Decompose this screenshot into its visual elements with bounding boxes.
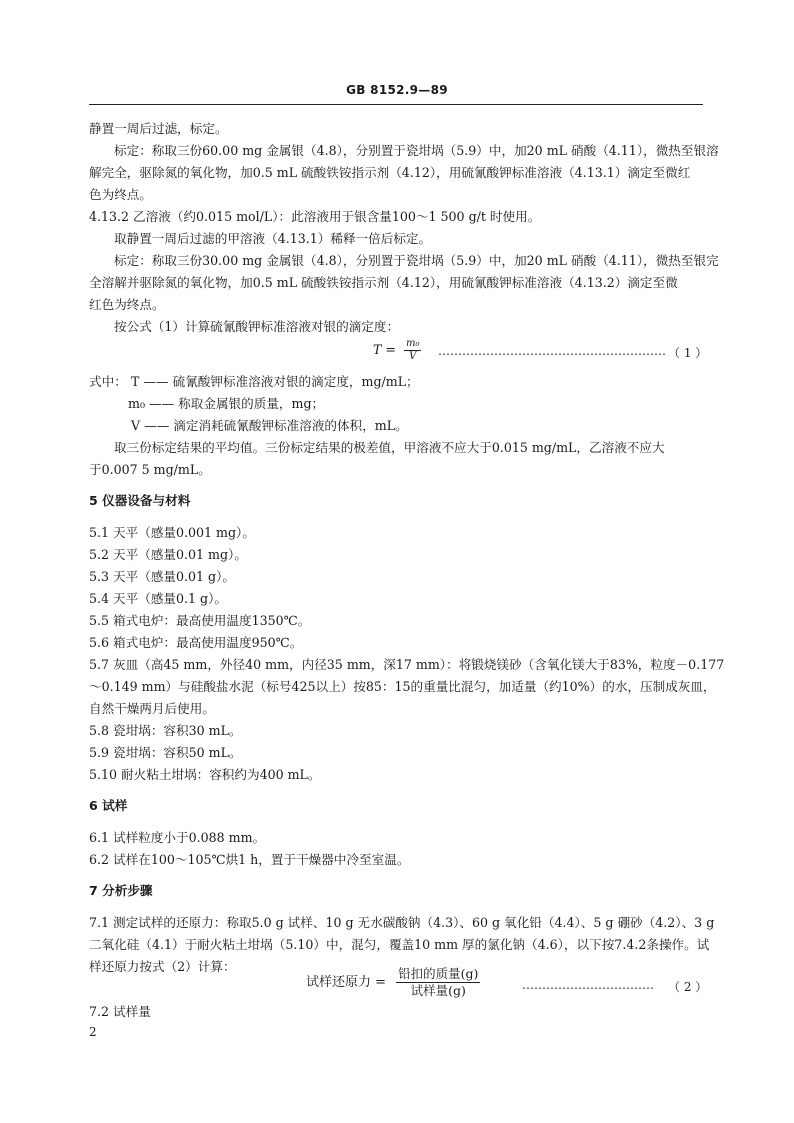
section-7-title: 7 分析步骤 [89, 883, 153, 898]
formula-2-denominator: 试样量(g) [410, 983, 466, 998]
list-item: 5.4 天平（感量0.1 g）。 [89, 591, 227, 606]
text-line: 全溶解并驱除氮的氧化物，加0.5 mL 硫酸铁铵指示剂（4.12），用硫氰酸钾标准溶液（4.13.2）滴定至微 [89, 275, 678, 290]
formula-2-fraction [396, 966, 480, 999]
list-item: 6.2 试样在100～105℃烘1 h，置于干燥器中冷至室温。 [89, 852, 410, 867]
list-item: 7.1 测定试样的还原力：称取5.0 g 试样、10 g 无水碳酸钠（4.3）、60 g 氧化铅（4.4）、5 g 硼砂（4.2）、3 g [89, 915, 715, 930]
list-item: 7.2 试样量 [89, 1004, 151, 1019]
list-item: 自然干燥两月后使用。 [89, 701, 215, 716]
text-line: 按公式（1）计算硫氰酸钾标准溶液对银的滴定度： [114, 319, 400, 334]
page-number: 2 [89, 1025, 97, 1039]
text-line: 红色为终点。 [89, 297, 165, 312]
list-item: 5.2 天平（感量0.01 mg）。 [89, 547, 247, 562]
where-m: m₀ —— 称取金属银的质量，mg； [128, 396, 325, 411]
text-line: 标定：称取三份30.00 mg 金属银（4.8），分别置于瓷坩埚（5.9）中，加20 mL 硝酸（4.11），微热至银完 [114, 253, 719, 268]
header-rule [89, 104, 703, 105]
list-item: 5.10 耐火粘土坩埚：容积约为400 mL。 [89, 767, 321, 782]
list-item: 6.1 试样粒度小于0.088 mm。 [89, 830, 266, 845]
formula-1-leader: ………………………………………………… [438, 344, 666, 358]
formula-1-lhs: T = [373, 342, 396, 357]
list-item: 二氧化硅（4.1）于耐火粘土坩埚（5.10）中，混匀，覆盖10 mm 厚的氯化钠（4.6），以下按7.4.2条操作。试 [89, 937, 710, 952]
list-item: 5.1 天平（感量0.001 mg）。 [89, 525, 255, 540]
text-line: 取三份标定结果的平均值。三份标定结果的极差值，甲溶液不应大于0.015 mg/mL，乙溶液不应大 [114, 440, 665, 455]
where-prefix: 式中： [89, 374, 127, 389]
list-item: 5.8 瓷坩埚：容积30 mL。 [89, 723, 242, 738]
formula-2 [306, 966, 480, 999]
formula-1-denominator: V [409, 351, 417, 362]
text-line: 于0.007 5 mg/mL。 [89, 462, 211, 477]
where-v: V —— 滴定消耗硫氰酸钾标准溶液的体积，mL。 [131, 418, 408, 433]
formula-1-fraction [404, 338, 422, 363]
text-line: 取静置一周后过滤的甲溶液（4.13.1）稀释一倍后标定。 [114, 231, 432, 246]
formula-1-number: （ 1 ） [668, 346, 708, 360]
page-header: GB 8152.9—89 [346, 83, 448, 97]
formula-1-numerator: m₀ [405, 338, 420, 349]
formula-2-number: （ 2 ） [668, 980, 708, 994]
list-item: 5.5 箱式电炉：最高使用温度1350℃。 [89, 613, 311, 628]
list-item: 5.3 天平（感量0.01 g）。 [89, 569, 235, 584]
text-line: 色为终点。 [89, 187, 152, 202]
list-item: ～0.149 mm）与硅酸盐水泥（标号425以上）按85：15的重量比混匀，加适量（约10%）的水，压制成灰皿， [89, 679, 716, 694]
list-item: 5.7 灰皿（高45 mm，外径40 mm，内径35 mm，深17 mm）：将锻烧镁砂（含氧化镁大于83%，粒度－0.177 [89, 657, 725, 672]
formula-1 [373, 338, 421, 363]
text-line: 解完全，驱除氮的氧化物，加0.5 mL 硫酸铁铵指示剂（4.12），用硫氰酸钾标准溶液（4.13.1）滴定至微红 [89, 165, 691, 180]
list-item: 5.9 瓷坩埚：容积50 mL。 [89, 745, 242, 760]
text-line: 静置一周后过滤，标定。 [89, 121, 228, 136]
text-line: 标定：称取三份60.00 mg 金属银（4.8），分别置于瓷坩埚（5.9）中，加20 mL 硝酸（4.11），微热至银溶 [114, 143, 719, 158]
where-t: T —— 硫氰酸钾标准溶液对银的滴定度，mg/mL； [131, 374, 419, 389]
list-item: 样还原力按式（2）计算： [89, 959, 236, 974]
section-6-title: 6 试样 [89, 798, 128, 813]
clause-4-13-2: 4.13.2 乙溶液（约0.015 mol/L）：此溶液用于银含量100～1 500 g/t 时使用。 [89, 209, 541, 224]
formula-2-numerator: 铅扣的质量(g) [398, 966, 479, 981]
formula-2-leader: …………………………… [522, 978, 654, 992]
section-5-title: 5 仪器设备与材料 [89, 493, 191, 508]
formula-2-lhs: 试样还原力 = [306, 975, 387, 990]
list-item: 5.6 箱式电炉：最高使用温度950℃。 [89, 635, 303, 650]
